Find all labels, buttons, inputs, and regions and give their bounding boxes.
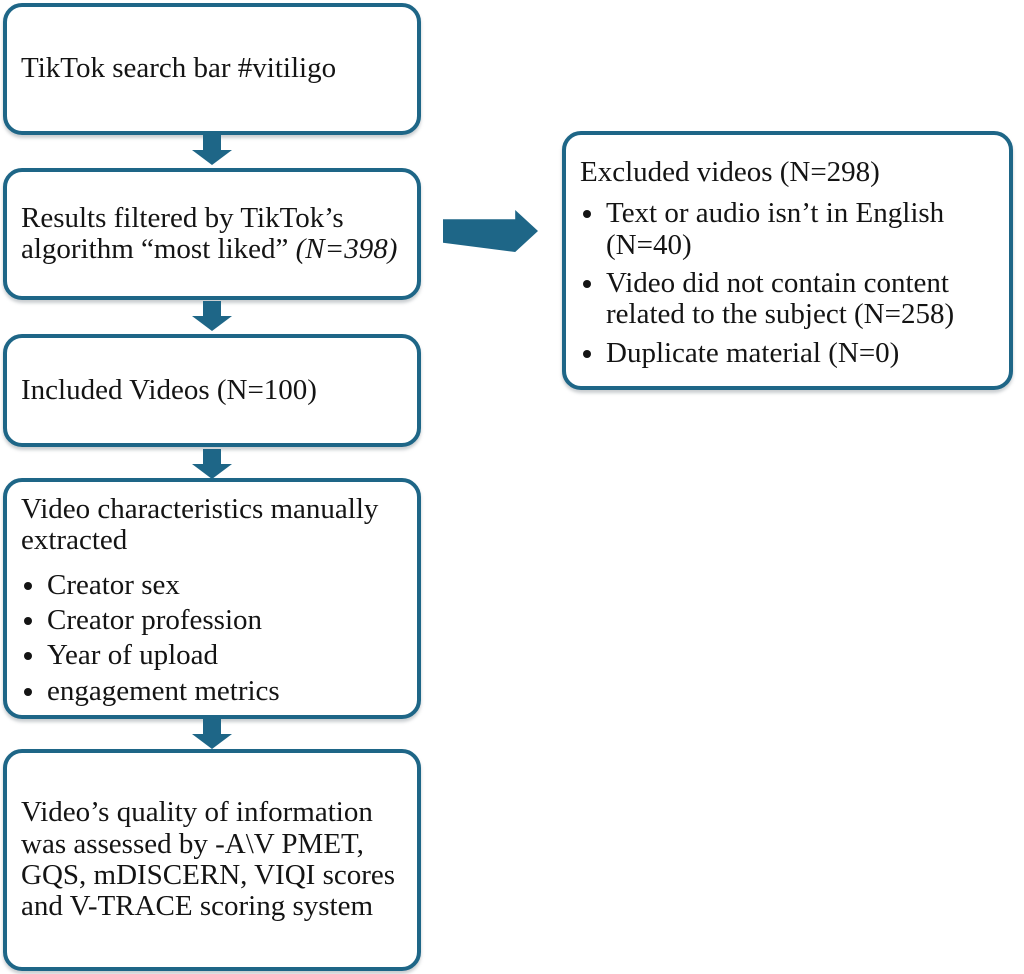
flow-box-excluded-title: Excluded videos (N=298) [580,156,880,188]
flow-box-included-text: Included Videos (N=100) [21,373,317,406]
excluded-bullet-item: • Text or audio isn’t in English (N=40) [606,198,999,261]
flow-box-filtered-text [21,203,411,266]
flow-box-quality [3,749,421,971]
characteristics-bullet-item: • Creator sex [47,570,409,601]
flow-box-search [3,3,421,135]
flow-box-filtered [3,168,421,300]
flow-box-included [3,334,421,447]
flow-box-characteristics [3,478,421,719]
characteristics-bullet-item: • Creator profession [47,605,409,636]
down-arrow-icon [192,135,232,165]
down-arrow-icon [192,449,232,479]
flow-box-filtered-text-main: Results filtered by TikTok’s algorithm “most liked” [21,201,344,265]
flow-box-characteristics-title: Video characteristics manually extracted [21,493,379,557]
characteristics-bullet-list [21,570,409,707]
down-arrow-icon [192,719,232,749]
characteristics-bullet-item: • engagement metrics [47,676,409,707]
flow-box-quality-text: Video’s quality of information was assessed by -A\V PMET, GQS, mDISCERN, VIQI scores and V-TRACE scoring system [21,796,396,923]
down-arrow-icon [192,301,232,331]
flow-box-search-text: TikTok search bar #vitiligo [21,52,337,85]
excluded-bullet-item: • Video did not contain content related to the subject (N=258) [606,268,999,331]
characteristics-bullet-item: • Year of upload [47,640,409,671]
flow-box-filtered-n-label: (N=398) [295,233,398,265]
right-arrow-icon [443,210,538,252]
excluded-bullet-list [580,198,999,369]
flow-box-excluded [562,131,1013,390]
excluded-bullet-item: • Duplicate material (N=0) [606,338,999,369]
